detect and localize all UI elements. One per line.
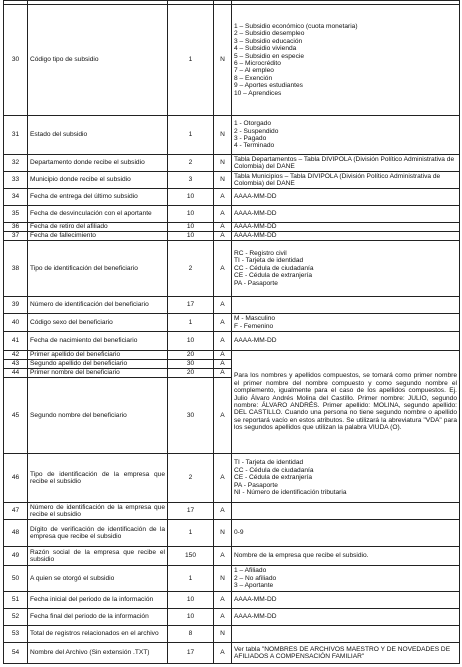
field-type-cell: N: [214, 5, 232, 116]
field-type-cell: N: [214, 155, 232, 172]
field-name-cell: Primer apellido del beneficiario: [28, 351, 168, 360]
field-length-cell: 10: [168, 189, 214, 206]
table-body: [4, 1, 460, 664]
field-number-cell: 50: [4, 566, 28, 592]
field-number-cell: 32: [4, 155, 28, 172]
table-row: [4, 332, 460, 351]
field-type-cell: A: [214, 332, 232, 351]
field-values-cell: [232, 116, 460, 155]
field-name-cell: Fecha de entrega del último subsidio: [28, 189, 168, 206]
table-row: [4, 503, 460, 520]
field-number-cell: 30: [4, 5, 28, 116]
value-line: AAAA-MM-DD: [234, 613, 277, 621]
value-line: 4 – Subsidio vivienda: [234, 45, 297, 53]
value-line: 3 - Pagado: [234, 135, 267, 142]
value-line: TI - Tarjeta de identidad: [234, 257, 304, 265]
value-line: RC - Registro civil: [234, 249, 287, 257]
field-length-cell: 150: [168, 547, 214, 566]
field-type-cell: A: [214, 378, 232, 454]
names-note-cell: Para los nombres y apellidos compuestos, se tomará como primer nombre el primer nombre del nombre compuesto y como segundo nombre el complemento, igualmente para el caso de los apellidos compuestos. Ej. Julio Álvaro Andrés Molina del Castillo. Primer nombre: JULIO, segundo nombre: ÁLVARO ANDRÉS. Primer apellido: MOLINA, segundo apellido: DEL CASTILLO. Cuando una persona no tiene segundo nombre o apellido se reportará vacío en estos atributos. Se utilizará la abreviatura "VDA" para los segundos apellidos que utilizan la palabra VIUDA (O).: [232, 351, 460, 454]
field-type-cell: A: [214, 369, 232, 378]
value-line: CE - Cédula de extranjería: [234, 272, 313, 280]
field-name-cell: Segundo nombre del beneficiario: [28, 378, 168, 454]
field-type-cell: A: [214, 547, 232, 566]
value-line: PA - Pasaporte: [234, 481, 278, 489]
field-length-cell: 2: [168, 155, 214, 172]
table-row: [4, 116, 460, 155]
field-length-cell: 1: [168, 314, 214, 332]
table-row: [4, 592, 460, 609]
field-values-cell: [232, 5, 460, 116]
table-row: [4, 189, 460, 206]
field-name-cell: Tipo de identificación de la empresa que recibe el subsidio: [28, 454, 168, 503]
field-name-cell: Nombre del Archivo (Sin extensión .TXT): [28, 643, 168, 664]
table-row: [4, 520, 460, 547]
field-number-cell: 34: [4, 189, 28, 206]
field-length-cell: 10: [168, 206, 214, 223]
field-length-cell: 17: [168, 297, 214, 314]
field-length-cell: 17: [168, 503, 214, 520]
value-line: 1 – Subsidio económico (cuota monetaria): [234, 22, 358, 30]
field-name-cell: Número de identificación del beneficiario: [28, 297, 168, 314]
field-number-cell: 36: [4, 223, 28, 232]
field-values-cell: [232, 566, 460, 592]
field-length-cell: 10: [168, 609, 214, 626]
table-row: [4, 454, 460, 503]
field-values-cell: [232, 592, 460, 609]
field-name-cell: Tipo de identificación del beneficiario: [28, 241, 168, 297]
field-type-cell: N: [214, 172, 232, 189]
value-line: PA - Pasaporte: [234, 279, 278, 287]
field-name-cell: Número de identificación de la empresa que recibe el subsidio: [28, 503, 168, 520]
field-length-cell: 20: [168, 351, 214, 360]
table-row: [4, 314, 460, 332]
value-line: 4 - Terminado: [234, 142, 275, 150]
field-type-cell: A: [214, 241, 232, 297]
value-line: 3 – Aportante: [234, 582, 274, 590]
field-type-cell: A: [214, 223, 232, 232]
field-number-cell: 54: [4, 643, 28, 664]
value-line: 2 – Subsidio desempleo: [234, 30, 305, 38]
field-values-cell: [232, 241, 460, 297]
field-length-cell: 17: [168, 643, 214, 664]
field-values-cell: [232, 232, 460, 241]
value-text: Tabla Municipios – Tabla DIVIPOLA (División Político Administrativa de Colombia) del DANE: [234, 172, 441, 187]
field-length-cell: 10: [168, 332, 214, 351]
value-line: CC - Cédula de ciudadanía: [234, 466, 314, 474]
field-number-cell: 37: [4, 232, 28, 241]
field-number-cell: 39: [4, 297, 28, 314]
field-values-cell: [232, 626, 460, 643]
field-number-cell: 45: [4, 378, 28, 454]
value-line: NI - Número de identificación tributaria: [234, 489, 347, 497]
value-text: Tabla Departamentos – Tabla DIVIPOLA (División Político Administrativa de Colombia) del DANE: [234, 155, 455, 170]
value-line: 3 – Subsidio educación: [234, 37, 303, 45]
field-values-cell: [232, 223, 460, 232]
field-name-cell: Total de registros relacionados en el archivo: [28, 626, 168, 643]
table-row: [4, 297, 460, 314]
field-length-cell: 10: [168, 592, 214, 609]
field-length-cell: 10: [168, 223, 214, 232]
field-type-cell: N: [214, 566, 232, 592]
table-row: [4, 223, 460, 232]
field-name-cell: Fecha de retiro del afiliado: [28, 223, 168, 232]
field-number-cell: 53: [4, 626, 28, 643]
value-line: AAAA-MM-DD: [234, 223, 277, 231]
table-row: [4, 351, 460, 360]
field-values-cell: [232, 547, 460, 566]
field-values-cell: [232, 454, 460, 503]
field-values-cell: [232, 297, 460, 314]
field-length-cell: 30: [168, 378, 214, 454]
table-row: [4, 206, 460, 223]
value-line: 6 – Microcrédito: [234, 60, 281, 67]
field-specification-table: [3, 0, 460, 664]
table-row: [4, 172, 460, 189]
field-type-cell: A: [214, 314, 232, 332]
field-name-cell: Código tipo de subsidio: [28, 5, 168, 116]
field-length-cell: 1: [168, 566, 214, 592]
value-line: AAAA-MM-DD: [234, 232, 277, 240]
value-line: 5 – Subsidio en especie: [234, 52, 305, 60]
table-row: [4, 155, 460, 172]
field-number-cell: 44: [4, 369, 28, 378]
field-type-cell: N: [214, 520, 232, 547]
field-name-cell: Razón social de la empresa que recibe el subsidio: [28, 547, 168, 566]
field-type-cell: A: [214, 232, 232, 241]
field-specification-sheet: [3, 0, 459, 664]
value-line: 7 – Al empleo: [234, 67, 274, 75]
field-name-cell: A quien se otorgó el subsidio: [28, 566, 168, 592]
field-number-cell: 47: [4, 503, 28, 520]
field-number-cell: 38: [4, 241, 28, 297]
value-line: F - Femenino: [234, 322, 274, 330]
field-number-cell: 41: [4, 332, 28, 351]
field-values-cell: [232, 609, 460, 626]
field-number-cell: 46: [4, 454, 28, 503]
field-values-cell: [232, 520, 460, 547]
field-type-cell: A: [214, 360, 232, 369]
field-type-cell: A: [214, 609, 232, 626]
field-name-cell: Departamento donde recibe el subsidio: [28, 155, 168, 172]
value-line: CE - Cédula de extranjería: [234, 474, 313, 482]
table-row: [4, 626, 460, 643]
table-row: [4, 643, 460, 664]
value-text: Ver tabla "NOMBRES DE ARCHIVOS MAESTRO Y DE NOVEDADES DE AFILIADOS A COMPENSACIÓN FAMILIAR": [234, 645, 451, 660]
field-values-cell: [232, 172, 460, 189]
field-number-cell: 49: [4, 547, 28, 566]
field-values-cell: [232, 155, 460, 172]
value-line: CC - Cédula de ciudadanía: [234, 264, 314, 272]
field-length-cell: 1: [168, 116, 214, 155]
field-number-cell: 31: [4, 116, 28, 155]
field-length-cell: 10: [168, 232, 214, 241]
value-line: 0-9: [234, 529, 244, 537]
field-name-cell: Fecha de desvinculación con el aportante: [28, 206, 168, 223]
field-name-cell: Municipio donde recibe el subsidio: [28, 172, 168, 189]
value-line: 1 - Otorgado: [234, 120, 272, 128]
field-name-cell: Dígito de verificación de identificación de la empresa que recibe el subsidio: [28, 520, 168, 547]
field-type-cell: A: [214, 503, 232, 520]
field-type-cell: A: [214, 592, 232, 609]
field-type-cell: N: [214, 116, 232, 155]
field-length-cell: 2: [168, 454, 214, 503]
table-row: [4, 5, 460, 116]
field-values-cell: [232, 503, 460, 520]
field-name-cell: Código sexo del beneficiario: [28, 314, 168, 332]
value-line: M - Masculino: [234, 315, 276, 323]
field-length-cell: 2: [168, 241, 214, 297]
field-number-cell: 43: [4, 360, 28, 369]
value-line: 8 – Exención: [234, 74, 273, 82]
value-line: AAAA-MM-DD: [234, 210, 277, 218]
field-type-cell: A: [214, 206, 232, 223]
field-type-cell: A: [214, 351, 232, 360]
field-type-cell: A: [214, 643, 232, 664]
value-line: AAAA-MM-DD: [234, 337, 277, 345]
field-name-cell: Fecha de fallecimiento: [28, 232, 168, 241]
field-number-cell: 40: [4, 314, 28, 332]
value-line: 1 – Afiliado: [234, 567, 267, 575]
field-name-cell: Segundo apellido del beneficiario: [28, 360, 168, 369]
field-name-cell: Fecha inicial del periodo de la información: [28, 592, 168, 609]
table-row: [4, 547, 460, 566]
value-line: 2 – No afiliado: [234, 574, 277, 582]
field-values-cell: [232, 643, 460, 664]
value-line: 10 – Aprendices: [234, 89, 282, 97]
field-number-cell: 35: [4, 206, 28, 223]
field-type-cell: N: [214, 626, 232, 643]
table-row: [4, 609, 460, 626]
field-name-cell: Fecha de nacimiento del beneficiario: [28, 332, 168, 351]
field-length-cell: 20: [168, 369, 214, 378]
table-row: [4, 241, 460, 297]
field-length-cell: 3: [168, 172, 214, 189]
field-type-cell: A: [214, 454, 232, 503]
value-line: AAAA-MM-DD: [234, 193, 277, 201]
field-name-cell: Estado del subsidio: [28, 116, 168, 155]
field-values-cell: [232, 189, 460, 206]
field-length-cell: 30: [168, 360, 214, 369]
field-number-cell: 51: [4, 592, 28, 609]
field-type-cell: A: [214, 189, 232, 206]
table-row: [4, 566, 460, 592]
table-row: [4, 232, 460, 241]
field-length-cell: 1: [168, 520, 214, 547]
field-number-cell: 33: [4, 172, 28, 189]
field-number-cell: 42: [4, 351, 28, 360]
value-line: TI - Tarjeta de identidad: [234, 459, 304, 467]
field-number-cell: 52: [4, 609, 28, 626]
value-line: 9 – Aportes estudiantes: [234, 82, 303, 90]
field-number-cell: 48: [4, 520, 28, 547]
value-line: AAAA-MM-DD: [234, 596, 277, 604]
field-name-cell: Fecha final del periodo de la información: [28, 609, 168, 626]
field-values-cell: [232, 206, 460, 223]
field-type-cell: A: [214, 297, 232, 314]
field-length-cell: 8: [168, 626, 214, 643]
field-name-cell: Primer nombre del beneficiario: [28, 369, 168, 378]
value-line: Nombre de la empresa que recibe el subsidio.: [234, 552, 369, 560]
field-length-cell: 1: [168, 5, 214, 116]
value-line: 2 - Suspendido: [234, 127, 279, 135]
field-values-cell: [232, 332, 460, 351]
field-values-cell: [232, 314, 460, 332]
